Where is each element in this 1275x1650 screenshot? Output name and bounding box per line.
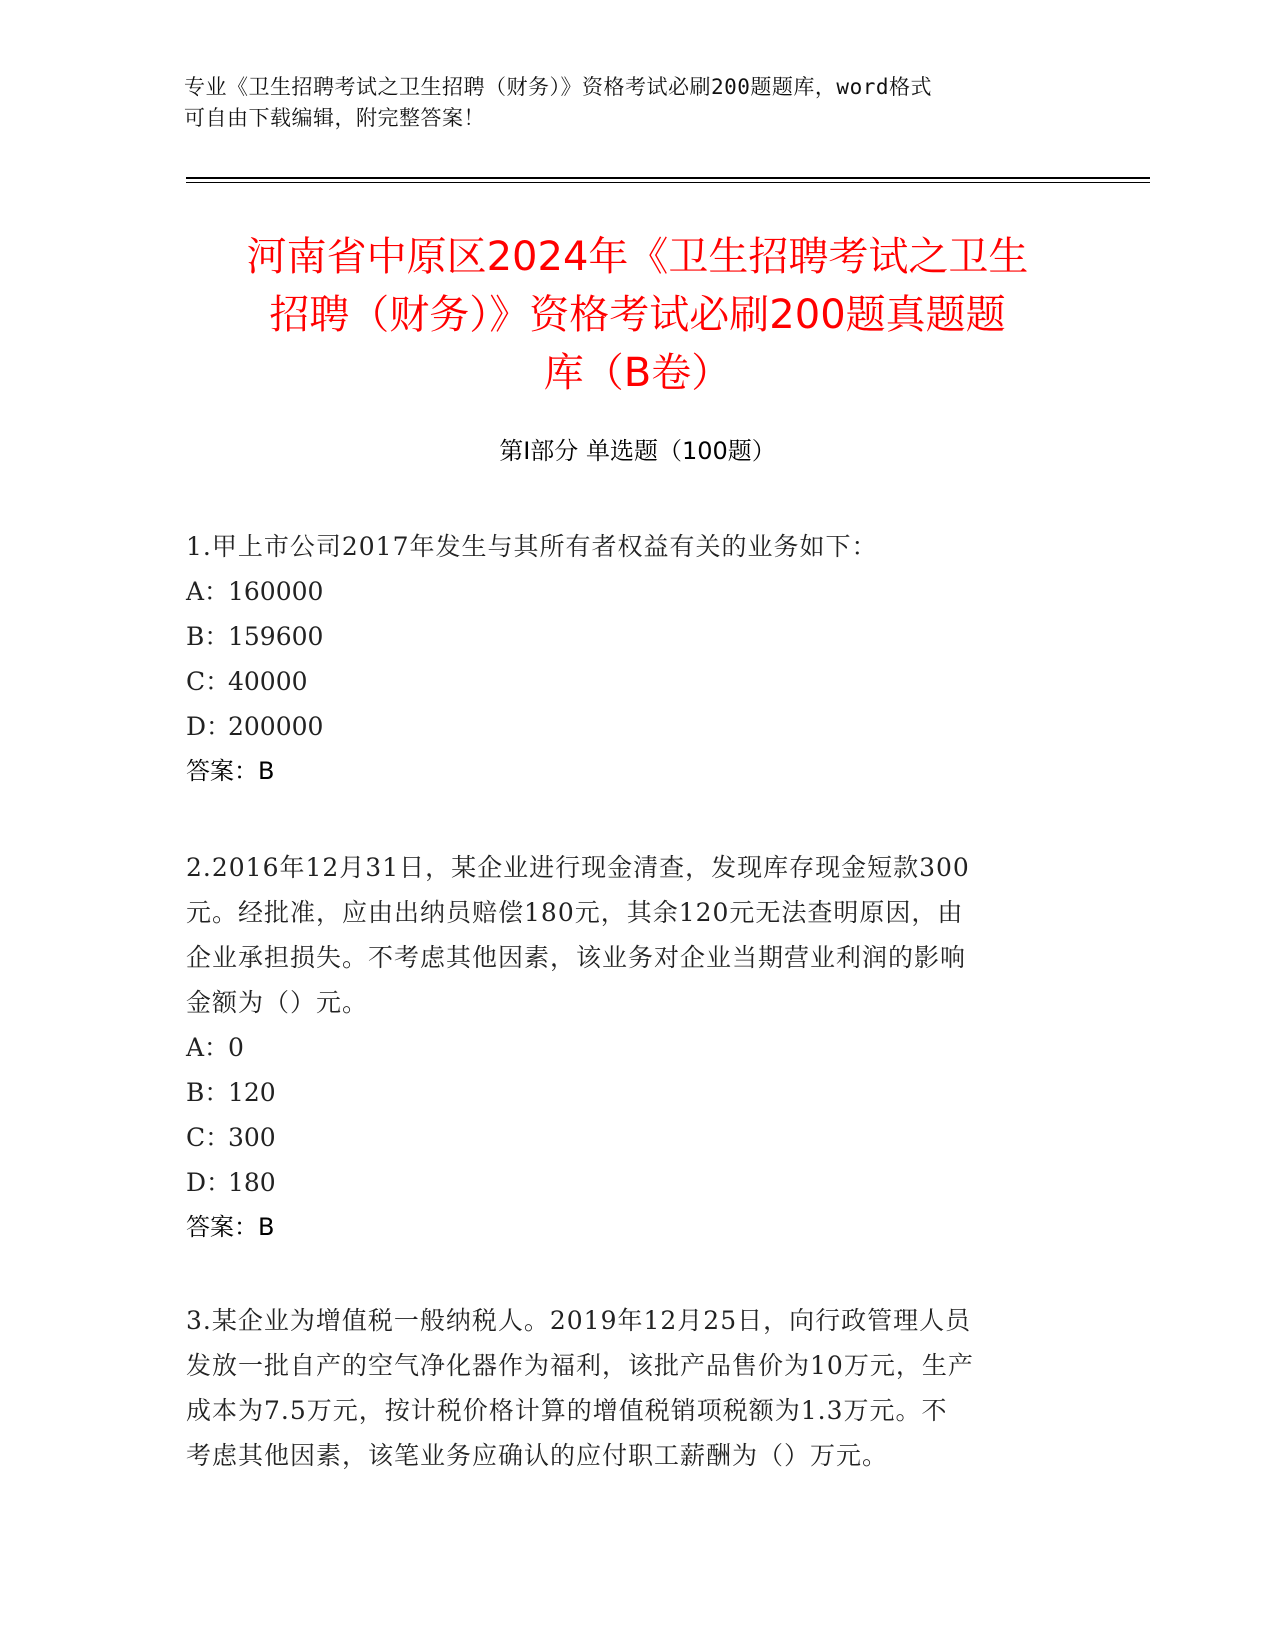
option-key: C： — [186, 1123, 231, 1152]
option-a — [186, 569, 1066, 614]
option-b — [186, 614, 1066, 659]
question-1 — [186, 524, 1066, 794]
document-title-line: 库（B卷） — [543, 350, 732, 396]
question-3 — [186, 1298, 1066, 1478]
header-note-line: 可自由下载编辑，附完整答案！ — [184, 106, 485, 130]
option-value: 300 — [228, 1123, 276, 1152]
option-value: 0 — [228, 1033, 244, 1062]
question-text-line: 元。经批准，应由出纳员赔偿180元，其余120元无法查明原因，由 — [186, 898, 964, 927]
option-value: 160000 — [228, 577, 324, 606]
option-c — [186, 1115, 1066, 1160]
section-heading: 第Ⅰ部分 单选题（100题） — [499, 437, 776, 465]
option-value: 180 — [228, 1168, 276, 1197]
header-note — [184, 72, 1064, 134]
option-key: A： — [186, 1033, 230, 1062]
option-key: D： — [186, 712, 232, 741]
answer: 答案：B — [186, 1213, 275, 1241]
question-text-line: 1.甲上市公司2017年发生与其所有者权益有关的业务如下： — [186, 532, 878, 561]
option-key: B： — [186, 622, 230, 651]
question-text-line: 发放一批自产的空气净化器作为福利，该批产品售价为10万元，生产 — [186, 1351, 974, 1380]
header-divider-thick — [186, 177, 1150, 179]
answer: 答案：B — [186, 757, 275, 785]
option-key: D： — [186, 1168, 232, 1197]
option-key: B： — [186, 1078, 230, 1107]
question-text — [186, 1298, 1066, 1478]
document-title-line: 招聘（财务）》资格考试必刷200题真题题 — [269, 292, 1006, 338]
question-text-line: 成本为7.5万元，按计税价格计算的增值税销项税额为1.3万元。不 — [186, 1396, 948, 1425]
question-text-line: 企业承担损失。不考虑其他因素，该业务对企业当期营业利润的影响 — [186, 943, 967, 972]
option-a — [186, 1025, 1066, 1070]
question-text-line: 金额为（）元。 — [186, 988, 369, 1017]
option-value: 40000 — [228, 667, 308, 696]
option-d — [186, 704, 1066, 749]
question-text-line: 2.2016年12月31日，某企业进行现金清查，发现库存现金短款300 — [186, 853, 970, 882]
option-key: C： — [186, 667, 231, 696]
question-text-line: 3.某企业为增值税一般纳税人。2019年12月25日，向行政管理人员 — [186, 1306, 972, 1335]
question-text — [186, 524, 1066, 569]
header-divider-thin — [186, 182, 1150, 183]
option-key: A： — [186, 577, 230, 606]
option-c — [186, 659, 1066, 704]
option-d — [186, 1160, 1066, 1205]
option-value: 200000 — [228, 712, 324, 741]
option-value: 120 — [228, 1078, 276, 1107]
header-note-line: 专业《卫生招聘考试之卫生招聘（财务）》资格考试必刷200题题库，word格式 — [184, 75, 932, 99]
question-text-line: 考虑其他因素，该笔业务应确认的应付职工薪酬为（）万元。 — [186, 1441, 889, 1470]
question-text — [186, 845, 1066, 1025]
option-b — [186, 1070, 1066, 1115]
document-title — [170, 228, 1105, 402]
question-2 — [186, 845, 1066, 1250]
document-title-line: 河南省中原区2024年《卫生招聘考试之卫生 — [246, 234, 1029, 280]
option-value: 159600 — [228, 622, 324, 651]
